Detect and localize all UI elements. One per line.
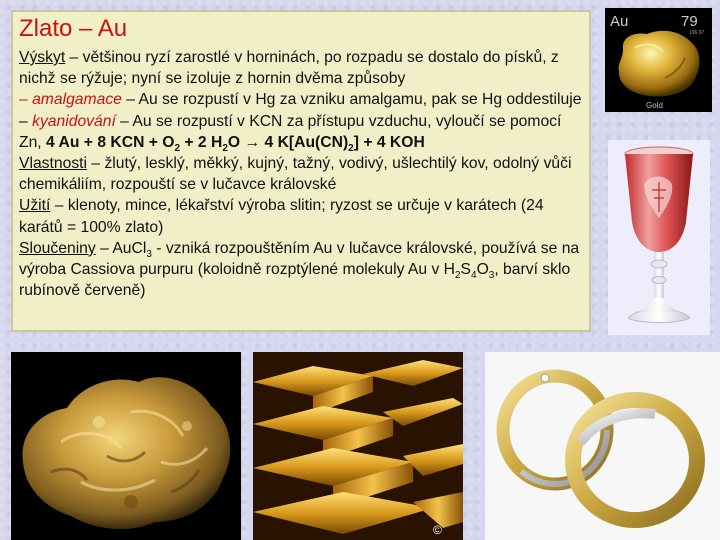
properties-text: – žlutý, lesklý, měkký, kujný, tažný, vodivý, ušlechtilý kov, odolný vůči chemikáliím, rozpouští se v lučavce královské [19,155,572,194]
content-textbox [11,10,591,332]
amalgamation-text: – Au se rozpustí v Hg za vzniku amalgamu, pak se Hg oddestiluje [121,91,582,109]
compounds-label: Sloučeniny [19,239,96,257]
slide-title: Zlato – Au [19,15,128,42]
amalgamation-paragraph [19,89,583,110]
occurrence-text: – většinou ryzí zarostlé v horninách, po rozpadu se dostalo do písků, z nichž se rýžuje; nyní se izoluje z hornin dvěma způsoby [19,49,559,88]
svg-text:79: 79 [681,13,698,30]
amalgamation-label: – amalgamace [19,91,122,109]
properties-label: Vlastnosti [19,155,88,173]
svg-text:196.97: 196.97 [689,30,705,36]
ruby-glass-goblet-image [608,140,710,335]
occurrence-label: Výskyt [19,49,66,66]
usage-text: – klenoty, mince, lékařství výroba slitin; ryzost se určuje v karátech (24 karátů = 100% zlato) [19,197,544,236]
cyanidation-text: – Au se rozpustí v KCN za přístupu vzduchu, vyloučí se pomocí Zn, [19,112,562,151]
cyanidation-paragraph [19,111,583,153]
content-body [19,47,583,301]
compounds-paragraph: Sloučeniny – AuCl$_3$ - vzniká rozpouštěním Au v lučavce královské, používá se na výroba Cassiova purpuru (koloidně rozptýlené molekuly Au v $H_2S_4O_3$, barví sklo rubínově červeně) [19,239,580,300]
svg-text:Gold: Gold [646,101,663,110]
svg-text:Au: Au [610,13,629,30]
watermark-text: © [433,523,442,537]
usage-label: Užití [19,197,51,215]
properties-paragraph [19,153,583,195]
cyanidation-prefix: – [19,112,33,130]
gold-bars-image [253,352,463,540]
gold-nugget-image [11,352,241,540]
gold-rings-image [485,352,720,540]
usage-paragraph [19,195,583,237]
occurrence-paragraph [19,47,583,89]
gold-element-image [605,8,712,112]
cyanidation-label: kyanidování [32,112,116,130]
cyanidation-equation: 4 Au + 8 KCN + $O_2 + 2$ $H_2O \to 4$ $K[Au(CN)_2] + 4$ KOH [46,133,425,154]
